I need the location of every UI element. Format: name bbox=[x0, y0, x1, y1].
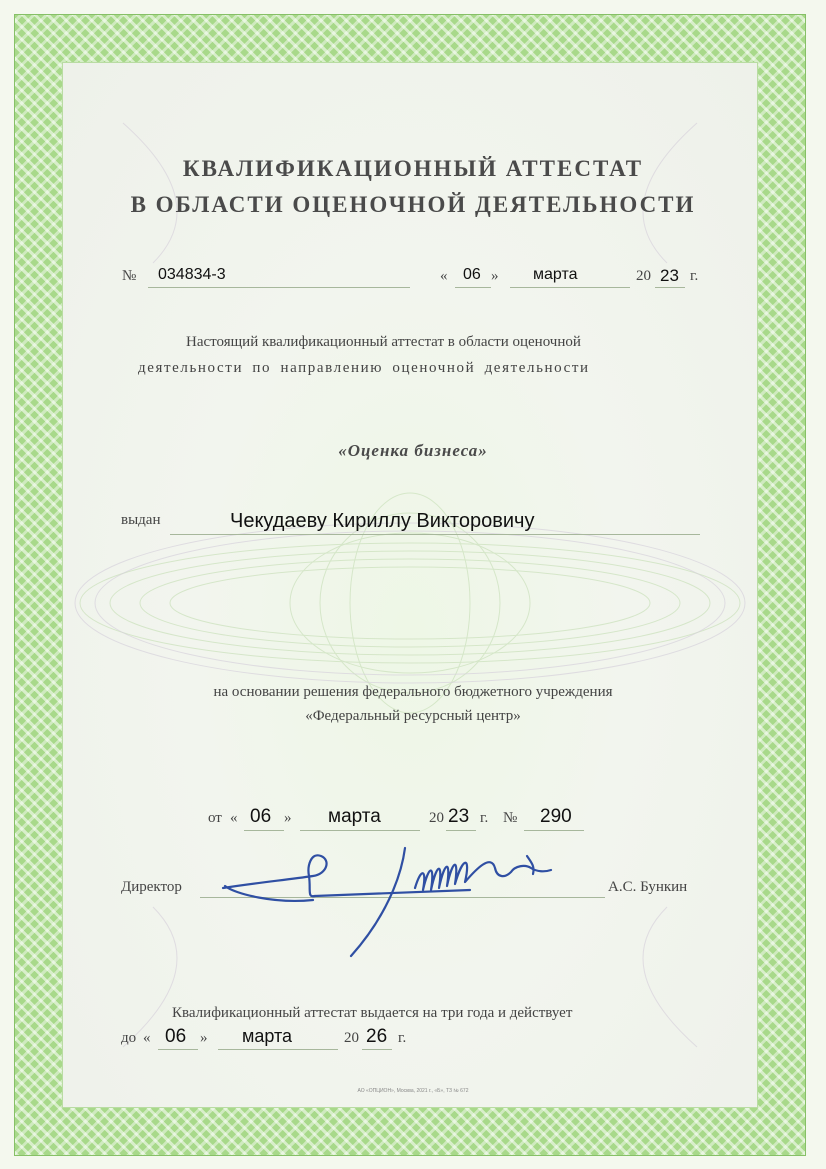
certificate-date-month: марта bbox=[533, 266, 578, 283]
date-year-label: г. bbox=[690, 268, 699, 284]
validity-month-underline bbox=[218, 1049, 338, 1050]
printer-note: АО «ОПЦИОН», Москва, 2021 г., «Б», ТЗ № 672 bbox=[357, 1088, 469, 1094]
validity-day-underline bbox=[158, 1049, 198, 1050]
date-month-underline bbox=[510, 287, 630, 288]
decision-close-quote: » bbox=[284, 810, 292, 826]
date-year-prefix: 20 bbox=[636, 268, 651, 284]
director-signature bbox=[215, 838, 605, 968]
validity-month: марта bbox=[242, 1026, 293, 1046]
recipient-underline bbox=[170, 534, 700, 535]
decision-number: 290 bbox=[540, 806, 572, 827]
decision-month: марта bbox=[328, 806, 381, 827]
decision-number-underline bbox=[524, 830, 584, 831]
title-line-2: В ОБЛАСТИ ОЦЕНОЧНОЙ ДЕЯТЕЛЬНОСТИ bbox=[130, 192, 696, 217]
intro-line-2: деятельности по направлению оценочной деятельности bbox=[138, 360, 590, 376]
validity-text: Квалификационный аттестат выдается на три года и действует bbox=[172, 1005, 573, 1021]
basis-line-1: на основании решения федерального бюджетного учреждения bbox=[213, 684, 613, 700]
basis-line-2: «Федеральный ресурсный центр» bbox=[305, 708, 521, 724]
decision-year-prefix: 20 bbox=[429, 810, 444, 826]
validity-year-underline bbox=[362, 1049, 392, 1050]
validity-until-label: до bbox=[121, 1030, 137, 1046]
decision-open-quote: « bbox=[230, 810, 238, 826]
certificate-date-day: 06 bbox=[463, 266, 481, 283]
date-close-quote: » bbox=[491, 268, 499, 284]
decision-day-underline bbox=[244, 830, 284, 831]
intro-line-1: Настоящий квалификационный аттестат в области оценочной bbox=[186, 334, 581, 350]
decision-year-underline bbox=[446, 830, 476, 831]
certificate-date-year: 23 bbox=[660, 266, 679, 285]
validity-open-quote: « bbox=[143, 1030, 151, 1046]
date-open-quote: « bbox=[440, 268, 448, 284]
date-day-underline bbox=[455, 287, 491, 288]
issued-label: выдан bbox=[121, 512, 161, 528]
validity-day: 06 bbox=[165, 1026, 187, 1047]
direction-name: «Оценка бизнеса» bbox=[338, 441, 488, 460]
decision-number-label: № bbox=[503, 810, 518, 826]
signatory-role: Директор bbox=[121, 879, 182, 895]
decision-day: 06 bbox=[250, 806, 272, 827]
number-underline bbox=[148, 287, 410, 288]
decision-year: 23 bbox=[448, 806, 470, 827]
certificate-number: 034834-3 bbox=[158, 266, 226, 283]
decision-month-underline bbox=[300, 830, 420, 831]
recipient-name: Чекудаеву Кириллу Викторовичу bbox=[230, 510, 535, 532]
title-line-1: КВАЛИФИКАЦИОННЫЙ АТТЕСТАТ bbox=[182, 156, 644, 181]
signatory-name: А.С. Бункин bbox=[608, 879, 688, 895]
number-label: № bbox=[122, 268, 137, 284]
validity-close-quote: » bbox=[200, 1030, 208, 1046]
decision-from-label: от bbox=[208, 810, 222, 826]
validity-year: 26 bbox=[366, 1026, 388, 1047]
validity-year-label: г. bbox=[398, 1030, 407, 1046]
date-year-underline bbox=[655, 287, 685, 288]
validity-year-prefix: 20 bbox=[344, 1030, 359, 1046]
decision-year-label: г. bbox=[480, 810, 489, 826]
